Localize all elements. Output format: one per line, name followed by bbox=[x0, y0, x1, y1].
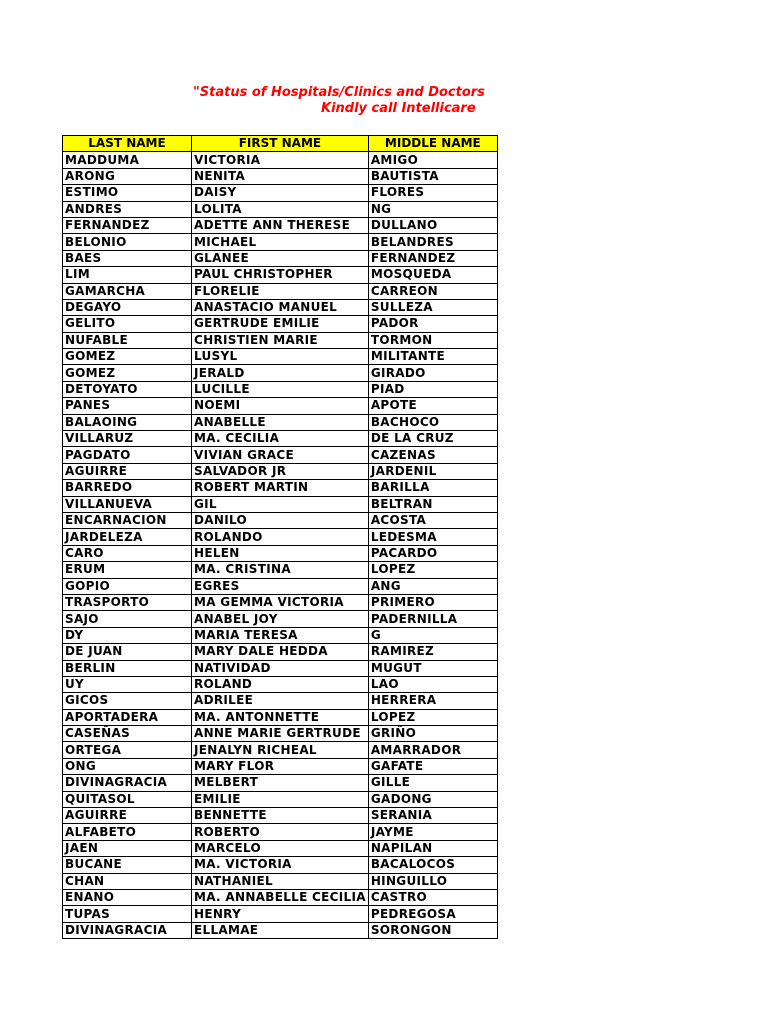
table-row bbox=[63, 742, 498, 758]
middle-name-cell: LOPEZ bbox=[368, 709, 497, 725]
first-name-cell: BENNETTE bbox=[192, 808, 369, 824]
table-header-row bbox=[63, 136, 498, 152]
table-row bbox=[63, 496, 498, 512]
last-name-cell: BAES bbox=[63, 250, 192, 266]
last-name-cell: GAMARCHA bbox=[63, 283, 192, 299]
middle-name-cell: SULLEZA bbox=[368, 299, 497, 315]
first-name-cell: GERTRUDE EMILIE bbox=[192, 316, 369, 332]
first-name-cell: LUCILLE bbox=[192, 381, 369, 397]
middle-name-cell: PACARDO bbox=[368, 545, 497, 561]
table-row bbox=[63, 562, 498, 578]
middle-name-cell: PADERNILLA bbox=[368, 611, 497, 627]
last-name-cell: ANDRES bbox=[63, 201, 192, 217]
first-name-cell: HENRY bbox=[192, 906, 369, 922]
header-first-name: FIRST NAME bbox=[192, 136, 369, 152]
middle-name-cell: GILLE bbox=[368, 775, 497, 791]
first-name-cell: ANASTACIO MANUEL bbox=[192, 299, 369, 315]
first-name-cell: ROBERT MARTIN bbox=[192, 480, 369, 496]
last-name-cell: APORTADERA bbox=[63, 709, 192, 725]
middle-name-cell: GRIÑO bbox=[368, 726, 497, 742]
middle-name-cell: LAO bbox=[368, 676, 497, 692]
first-name-cell: MA. ANTONNETTE bbox=[192, 709, 369, 725]
last-name-cell: GICOS bbox=[63, 693, 192, 709]
title-line-1 bbox=[0, 85, 768, 102]
title-line-1-text: "Status of Hospitals/Clinics and Doctors bbox=[193, 85, 485, 100]
table-row bbox=[63, 545, 498, 561]
middle-name-cell: GIRADO bbox=[368, 365, 497, 381]
middle-name-cell: CARREON bbox=[368, 283, 497, 299]
table-row bbox=[63, 578, 498, 594]
table-row bbox=[63, 709, 498, 725]
middle-name-cell: GAFATE bbox=[368, 758, 497, 774]
middle-name-cell: BARILLA bbox=[368, 480, 497, 496]
last-name-cell: MADDUMA bbox=[63, 152, 192, 168]
middle-name-cell: CAZENAS bbox=[368, 447, 497, 463]
middle-name-cell: PRIMERO bbox=[368, 594, 497, 610]
first-name-cell: MARY DALE HEDDA bbox=[192, 644, 369, 660]
table-row bbox=[63, 889, 498, 905]
first-name-cell: NENITA bbox=[192, 168, 369, 184]
table-row bbox=[63, 693, 498, 709]
last-name-cell: ARONG bbox=[63, 168, 192, 184]
middle-name-cell: PIAD bbox=[368, 381, 497, 397]
table-row bbox=[63, 906, 498, 922]
table-row bbox=[63, 283, 498, 299]
middle-name-cell: BELANDRES bbox=[368, 234, 497, 250]
table-row bbox=[63, 922, 498, 938]
middle-name-cell: SERANIA bbox=[368, 808, 497, 824]
table-row bbox=[63, 316, 498, 332]
middle-name-cell: ACOSTA bbox=[368, 512, 497, 528]
table-row bbox=[63, 840, 498, 856]
table-row bbox=[63, 660, 498, 676]
middle-name-cell: BACHOCO bbox=[368, 414, 497, 430]
table-row bbox=[63, 857, 498, 873]
header-middle-name: MIDDLE NAME bbox=[368, 136, 497, 152]
middle-name-cell: MILITANTE bbox=[368, 349, 497, 365]
last-name-cell: TRASPORTO bbox=[63, 594, 192, 610]
table-row bbox=[63, 365, 498, 381]
table-row bbox=[63, 168, 498, 184]
first-name-cell: MELBERT bbox=[192, 775, 369, 791]
first-name-cell: NATIVIDAD bbox=[192, 660, 369, 676]
first-name-cell: ROLAND bbox=[192, 676, 369, 692]
last-name-cell: QUITASOL bbox=[63, 791, 192, 807]
table-row bbox=[63, 201, 498, 217]
first-name-cell: MA GEMMA VICTORIA bbox=[192, 594, 369, 610]
last-name-cell: DIVINAGRACIA bbox=[63, 922, 192, 938]
table-row bbox=[63, 234, 498, 250]
table-row bbox=[63, 644, 498, 660]
last-name-cell: DETOYATO bbox=[63, 381, 192, 397]
last-name-cell: LIM bbox=[63, 267, 192, 283]
last-name-cell: NUFABLE bbox=[63, 332, 192, 348]
last-name-cell: BELONIO bbox=[63, 234, 192, 250]
middle-name-cell: BAUTISTA bbox=[368, 168, 497, 184]
last-name-cell: CASEÑAS bbox=[63, 726, 192, 742]
middle-name-cell: BELTRAN bbox=[368, 496, 497, 512]
first-name-cell: JENALYN RICHEAL bbox=[192, 742, 369, 758]
first-name-cell: JERALD bbox=[192, 365, 369, 381]
header-last-name: LAST NAME bbox=[63, 136, 192, 152]
last-name-cell: UY bbox=[63, 676, 192, 692]
last-name-cell: VILLARUZ bbox=[63, 431, 192, 447]
middle-name-cell: DULLANO bbox=[368, 217, 497, 233]
table-row bbox=[63, 627, 498, 643]
middle-name-cell: RAMIREZ bbox=[368, 644, 497, 660]
first-name-cell: NATHANIEL bbox=[192, 873, 369, 889]
first-name-cell: NOEMI bbox=[192, 398, 369, 414]
table-row bbox=[63, 611, 498, 627]
last-name-cell: JAEN bbox=[63, 840, 192, 856]
first-name-cell: VIVIAN GRACE bbox=[192, 447, 369, 463]
table-row bbox=[63, 267, 498, 283]
last-name-cell: PANES bbox=[63, 398, 192, 414]
last-name-cell: GOMEZ bbox=[63, 349, 192, 365]
table-row bbox=[63, 431, 498, 447]
table-row bbox=[63, 512, 498, 528]
last-name-cell: AGUIRRE bbox=[63, 463, 192, 479]
last-name-cell: ESTIMO bbox=[63, 185, 192, 201]
table-row bbox=[63, 529, 498, 545]
middle-name-cell: G bbox=[368, 627, 497, 643]
last-name-cell: VILLANUEVA bbox=[63, 496, 192, 512]
last-name-cell: BALAOING bbox=[63, 414, 192, 430]
first-name-cell: MA. CRISTINA bbox=[192, 562, 369, 578]
middle-name-cell: HINGUILLO bbox=[368, 873, 497, 889]
table-row bbox=[63, 299, 498, 315]
first-name-cell: MARIA TERESA bbox=[192, 627, 369, 643]
table-row bbox=[63, 873, 498, 889]
first-name-cell: MARY FLOR bbox=[192, 758, 369, 774]
middle-name-cell: HERRERA bbox=[368, 693, 497, 709]
first-name-cell: ROBERTO bbox=[192, 824, 369, 840]
last-name-cell: GOPIO bbox=[63, 578, 192, 594]
last-name-cell: AGUIRRE bbox=[63, 808, 192, 824]
table-row bbox=[63, 480, 498, 496]
table-row bbox=[63, 791, 498, 807]
first-name-cell: MA. ANNABELLE CECILIA bbox=[192, 889, 369, 905]
table-row bbox=[63, 808, 498, 824]
middle-name-cell: AMARRADOR bbox=[368, 742, 497, 758]
last-name-cell: CHAN bbox=[63, 873, 192, 889]
table-row bbox=[63, 775, 498, 791]
middle-name-cell: FLORES bbox=[368, 185, 497, 201]
first-name-cell: PAUL CHRISTOPHER bbox=[192, 267, 369, 283]
middle-name-cell: APOTE bbox=[368, 398, 497, 414]
middle-name-cell: ANG bbox=[368, 578, 497, 594]
first-name-cell: MARCELO bbox=[192, 840, 369, 856]
last-name-cell: PAGDATO bbox=[63, 447, 192, 463]
first-name-cell: FLORELIE bbox=[192, 283, 369, 299]
last-name-cell: ONG bbox=[63, 758, 192, 774]
table-row bbox=[63, 250, 498, 266]
last-name-cell: ENCARNACION bbox=[63, 512, 192, 528]
title-line-2-text: Kindly call Intellicare bbox=[321, 101, 476, 116]
middle-name-cell: PEDREGOSA bbox=[368, 906, 497, 922]
last-name-cell: ERUM bbox=[63, 562, 192, 578]
first-name-cell: CHRISTIEN MARIE bbox=[192, 332, 369, 348]
last-name-cell: DE JUAN bbox=[63, 644, 192, 660]
table-row bbox=[63, 217, 498, 233]
table-row bbox=[63, 414, 498, 430]
table-row bbox=[63, 447, 498, 463]
first-name-cell: HELEN bbox=[192, 545, 369, 561]
middle-name-cell: DE LA CRUZ bbox=[368, 431, 497, 447]
doctor-name-table bbox=[62, 135, 498, 939]
first-name-cell: DANILO bbox=[192, 512, 369, 528]
first-name-cell: GIL bbox=[192, 496, 369, 512]
last-name-cell: DY bbox=[63, 627, 192, 643]
first-name-cell: LOLITA bbox=[192, 201, 369, 217]
first-name-cell: ADETTE ANN THERESE bbox=[192, 217, 369, 233]
middle-name-cell: SORONGON bbox=[368, 922, 497, 938]
table-row bbox=[63, 594, 498, 610]
last-name-cell: ORTEGA bbox=[63, 742, 192, 758]
last-name-cell: ENANO bbox=[63, 889, 192, 905]
last-name-cell: DIVINAGRACIA bbox=[63, 775, 192, 791]
first-name-cell: GLANEE bbox=[192, 250, 369, 266]
middle-name-cell: NAPILAN bbox=[368, 840, 497, 856]
table-row bbox=[63, 726, 498, 742]
middle-name-cell: TORMON bbox=[368, 332, 497, 348]
first-name-cell: MICHAEL bbox=[192, 234, 369, 250]
middle-name-cell: CASTRO bbox=[368, 889, 497, 905]
last-name-cell: SAJO bbox=[63, 611, 192, 627]
table-row bbox=[63, 824, 498, 840]
first-name-cell: ADRILEE bbox=[192, 693, 369, 709]
last-name-cell: TUPAS bbox=[63, 906, 192, 922]
last-name-cell: DEGAYO bbox=[63, 299, 192, 315]
middle-name-cell: NG bbox=[368, 201, 497, 217]
middle-name-cell: MUGUT bbox=[368, 660, 497, 676]
last-name-cell: GELITO bbox=[63, 316, 192, 332]
table-row bbox=[63, 381, 498, 397]
last-name-cell: BERLIN bbox=[63, 660, 192, 676]
middle-name-cell: LEDESMA bbox=[368, 529, 497, 545]
title-line-2 bbox=[0, 101, 768, 118]
table-row bbox=[63, 185, 498, 201]
table-row bbox=[63, 349, 498, 365]
middle-name-cell: BACALOCOS bbox=[368, 857, 497, 873]
middle-name-cell: FERNANDEZ bbox=[368, 250, 497, 266]
first-name-cell: ELLAMAE bbox=[192, 922, 369, 938]
first-name-cell: EGRES bbox=[192, 578, 369, 594]
middle-name-cell: GADONG bbox=[368, 791, 497, 807]
middle-name-cell: JARDENIL bbox=[368, 463, 497, 479]
last-name-cell: CARO bbox=[63, 545, 192, 561]
first-name-cell: ANABELLE bbox=[192, 414, 369, 430]
last-name-cell: JARDELEZA bbox=[63, 529, 192, 545]
first-name-cell: LUSYL bbox=[192, 349, 369, 365]
first-name-cell: ANABEL JOY bbox=[192, 611, 369, 627]
first-name-cell: SALVADOR JR bbox=[192, 463, 369, 479]
first-name-cell: VICTORIA bbox=[192, 152, 369, 168]
table-row bbox=[63, 463, 498, 479]
table-row bbox=[63, 152, 498, 168]
last-name-cell: BARREDO bbox=[63, 480, 192, 496]
first-name-cell: ROLANDO bbox=[192, 529, 369, 545]
middle-name-cell: LOPEZ bbox=[368, 562, 497, 578]
first-name-cell: MA. VICTORIA bbox=[192, 857, 369, 873]
middle-name-cell: AMIGO bbox=[368, 152, 497, 168]
last-name-cell: FERNANDEZ bbox=[63, 217, 192, 233]
first-name-cell: ANNE MARIE GERTRUDE bbox=[192, 726, 369, 742]
last-name-cell: ALFABETO bbox=[63, 824, 192, 840]
table-row bbox=[63, 758, 498, 774]
first-name-cell: MA. CECILIA bbox=[192, 431, 369, 447]
table-body bbox=[63, 152, 498, 939]
first-name-cell: EMILIE bbox=[192, 791, 369, 807]
first-name-cell: DAISY bbox=[192, 185, 369, 201]
middle-name-cell: MOSQUEDA bbox=[368, 267, 497, 283]
table-row bbox=[63, 676, 498, 692]
middle-name-cell: PADOR bbox=[368, 316, 497, 332]
last-name-cell: BUCANE bbox=[63, 857, 192, 873]
middle-name-cell: JAYME bbox=[368, 824, 497, 840]
table-row bbox=[63, 332, 498, 348]
table-row bbox=[63, 398, 498, 414]
last-name-cell: GOMEZ bbox=[63, 365, 192, 381]
